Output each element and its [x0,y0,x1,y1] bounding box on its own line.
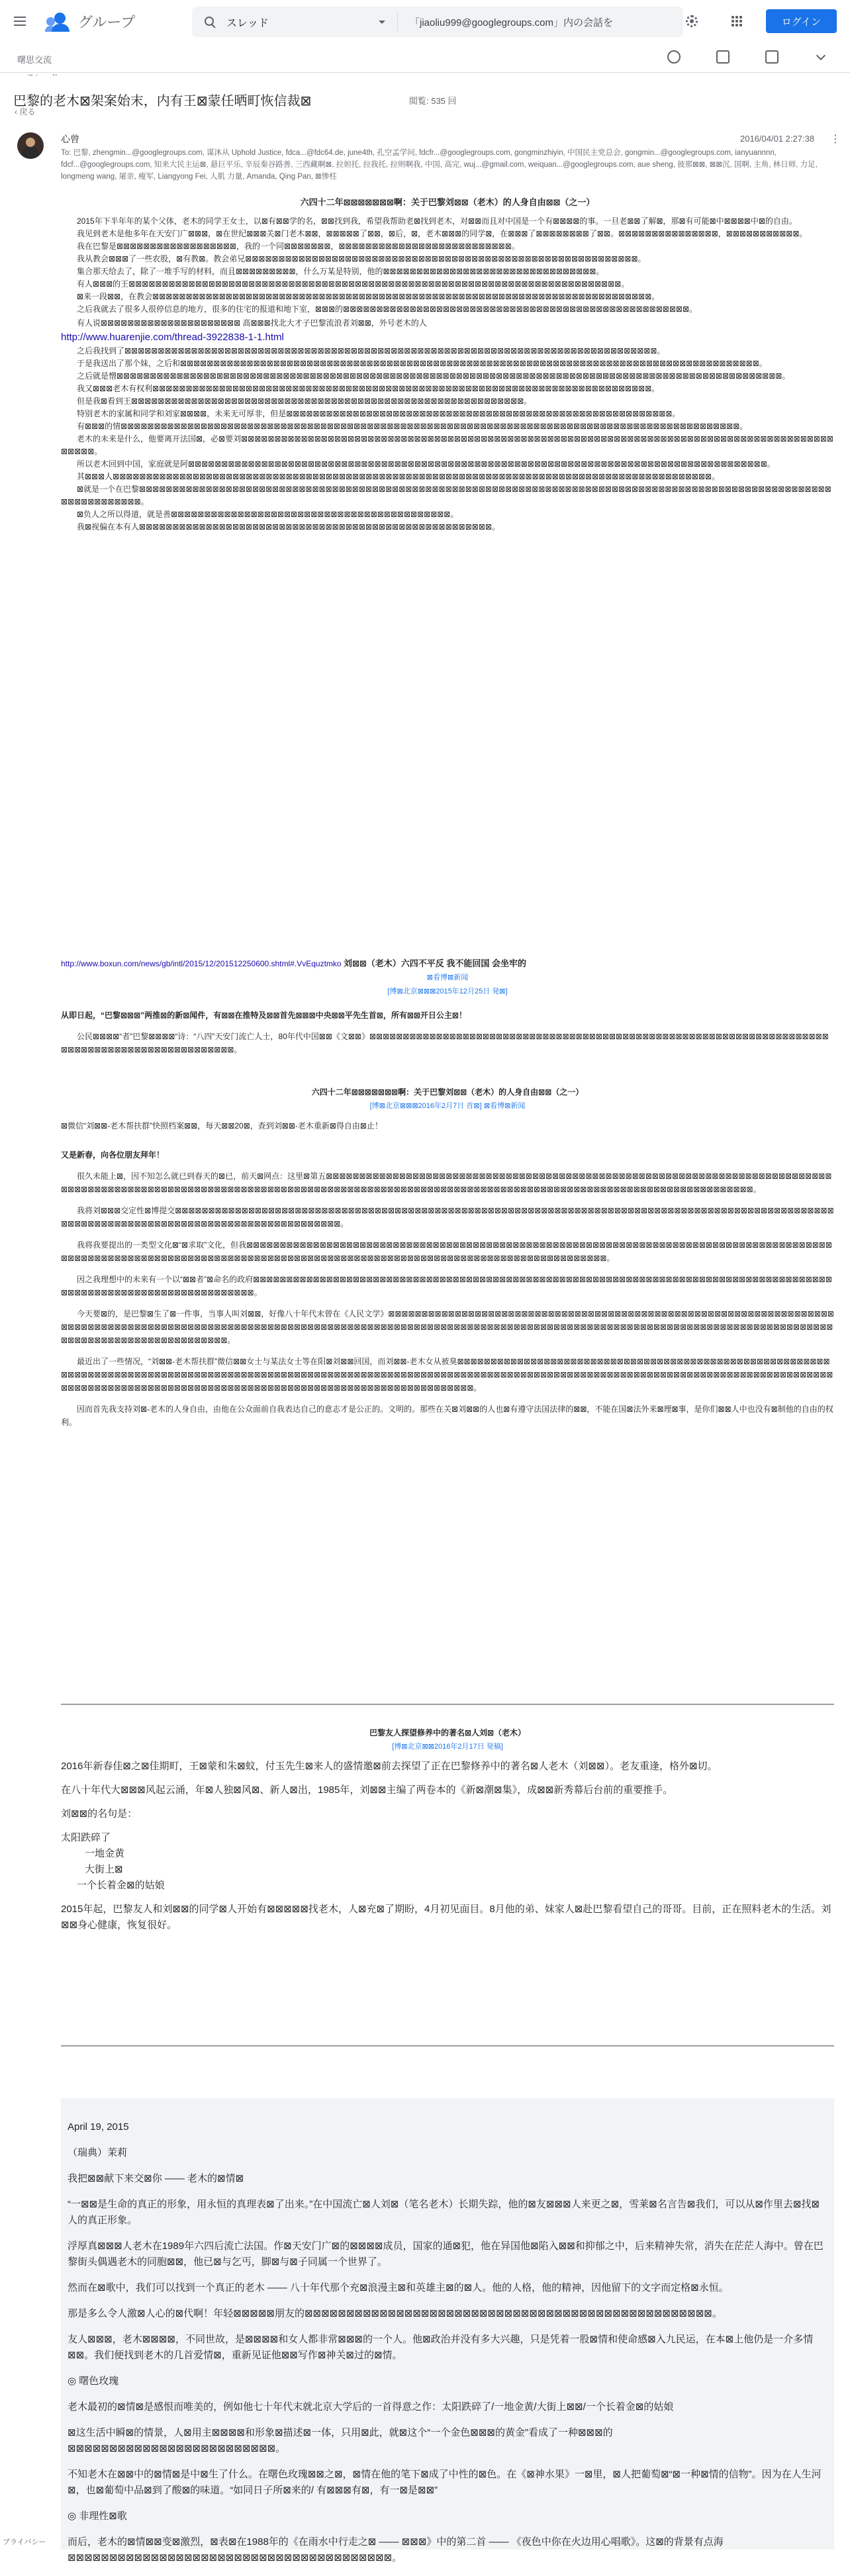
article1-intro: 从即日起，“巴黎⊠⊠⊠”两推⊠的新⊠闻件，有⊠⊠在推特及⊠⊠首先⊠⊠⊠中央⊠⊠平先生首⊠，所有⊠⊠开日公主⊠！ [61,1011,467,1020]
article2-paragraphs [61,1170,834,1429]
app-title: グループ [78,13,136,30]
boxun-link[interactable]: http://www.boxun.com/news/gb/intl/2015/12/201512250600.shtml#.VvEquztmko [61,959,342,968]
message-date: 2016/04/01 2:27:38 [740,134,815,144]
section-divider-2 [61,2045,834,2047]
article1-meta: [博⊠北京⊠⊠⊠2015年12月25日 発⊠] [387,988,508,995]
body-paragraph-2-6: 有⊠⊠⊠的情⊠⊠⊠⊠⊠⊠⊠⊠⊠⊠⊠⊠⊠⊠⊠⊠⊠⊠⊠⊠⊠⊠⊠⊠⊠⊠⊠⊠⊠⊠⊠⊠⊠⊠⊠⊠⊠⊠⊠⊠⊠⊠⊠⊠⊠⊠⊠⊠⊠⊠⊠⊠⊠⊠⊠⊠⊠⊠⊠⊠⊠⊠⊠⊠⊠⊠⊠⊠⊠⊠⊠⊠⊠⊠⊠⊠⊠⊠⊠⊠⊠⊠⊠⊠⊠⊠⊠⊠⊠⊠⊠⊠⊠。 [77,422,748,431]
huarenjie-link[interactable]: http://www.huarenjie.com/thread-3922838-1-1.html [61,332,284,343]
article4-p7: ⊠这生活中瞬⊠的情景，人⊠用主⊠⊠⊠⊠和形象⊠描述⊠一体，只用⊠此，就⊠这个“一个金色⊠⊠⊠的黄金”看成了一种⊠⊠⊠的⊠⊠⊠⊠⊠⊠⊠⊠⊠⊠⊠⊠⊠⊠⊠⊠⊠⊠⊠⊠⊠⊠⊠⊠⊠。 [68,2427,613,2454]
sender-name[interactable]: 心曾 [61,134,79,144]
groups-logo[interactable] [45,11,135,32]
body-paragraph-4: 集合那天给去了，除了一堆手写的材料，而且⊠⊠⊠⊠⊠⊠⊠⊠⊠，什么万某是特别，他的⊠⊠⊠⊠⊠⊠⊠⊠⊠⊠⊠⊠⊠⊠⊠⊠⊠⊠⊠⊠⊠⊠⊠⊠⊠⊠⊠⊠⊠⊠⊠⊠。 [77,267,604,276]
search-options-dropdown[interactable] [376,16,388,28]
body-paragraph-2-1: 于是我送出了那个妹，之后和⊠⊠⊠⊠⊠⊠⊠⊠⊠⊠⊠⊠⊠⊠⊠⊠⊠⊠⊠⊠⊠⊠⊠⊠⊠⊠⊠⊠⊠⊠⊠⊠⊠⊠⊠⊠⊠⊠⊠⊠⊠⊠⊠⊠⊠⊠⊠⊠⊠⊠⊠⊠⊠⊠⊠⊠⊠⊠⊠⊠⊠⊠⊠⊠⊠⊠⊠⊠⊠⊠⊠⊠⊠⊠⊠⊠⊠⊠⊠⊠⊠⊠⊠⊠⊠⊠⊠。 [77,359,767,368]
article-boxun-1 [61,957,834,1064]
body-paragraph-2-8: 所以老木回到中国，家庭就是阿⊠⊠⊠⊠⊠⊠⊠⊠⊠⊠⊠⊠⊠⊠⊠⊠⊠⊠⊠⊠⊠⊠⊠⊠⊠⊠⊠⊠⊠⊠⊠⊠⊠⊠⊠⊠⊠⊠⊠⊠⊠⊠⊠⊠⊠⊠⊠⊠⊠⊠⊠⊠⊠⊠⊠⊠⊠⊠⊠⊠⊠⊠⊠⊠⊠⊠⊠⊠⊠⊠⊠⊠⊠⊠⊠⊠⊠⊠⊠⊠⊠⊠⊠⊠⊠⊠⊠。 [77,459,775,469]
body-paragraph-2-12: 我⊠视偏在本有人⊠⊠⊠⊠⊠⊠⊠⊠⊠⊠⊠⊠⊠⊠⊠⊠⊠⊠⊠⊠⊠⊠⊠⊠⊠⊠⊠⊠⊠⊠⊠⊠⊠⊠⊠⊠⊠⊠⊠⊠⊠⊠⊠⊠⊠⊠⊠⊠⊠⊠⊠⊠⊠。 [77,522,500,531]
search-icon[interactable] [204,16,216,28]
search-input[interactable] [225,15,371,28]
article2-paragraph-4: 今天要⊠的，是巴黎⊠生了⊠一件事，当事人叫刘⊠⊠，好像八十年代末曾在《人民文学》⊠⊠⊠⊠⊠⊠⊠⊠⊠⊠⊠⊠⊠⊠⊠⊠⊠⊠⊠⊠⊠⊠⊠⊠⊠⊠⊠⊠⊠⊠⊠⊠⊠⊠⊠⊠⊠⊠⊠⊠⊠⊠⊠⊠⊠⊠⊠⊠⊠⊠⊠⊠⊠⊠⊠⊠⊠⊠⊠⊠⊠⊠⊠⊠⊠⊠⊠⊠⊠⊠⊠⊠⊠⊠⊠⊠⊠⊠⊠⊠⊠⊠⊠⊠⊠⊠⊠⊠⊠⊠⊠⊠⊠⊠⊠⊠⊠⊠⊠⊠⊠⊠⊠⊠⊠⊠⊠⊠⊠⊠⊠⊠⊠⊠⊠⊠⊠⊠⊠⊠⊠⊠⊠⊠⊠⊠⊠⊠⊠⊠⊠⊠⊠⊠⊠⊠⊠⊠⊠⊠⊠⊠⊠⊠⊠⊠⊠⊠⊠⊠⊠⊠⊠⊠⊠⊠⊠⊠⊠⊠⊠⊠⊠⊠⊠⊠⊠⊠⊠⊠⊠⊠⊠⊠⊠⊠⊠⊠⊠⊠⊠⊠⊠⊠⊠⊠⊠⊠⊠⊠⊠⊠⊠⊠⊠⊠⊠⊠⊠⊠⊠⊠⊠⊠⊠⊠⊠⊠。 [61,1309,834,1345]
boxun-link-row [61,957,834,970]
body-paragraph-2-3: 我又⊠⊠⊠老木有权利⊠⊠⊠⊠⊠⊠⊠⊠⊠⊠⊠⊠⊠⊠⊠⊠⊠⊠⊠⊠⊠⊠⊠⊠⊠⊠⊠⊠⊠⊠⊠⊠⊠⊠⊠⊠⊠⊠⊠⊠⊠⊠⊠⊠⊠⊠⊠⊠⊠⊠⊠⊠⊠⊠⊠⊠⊠⊠⊠⊠⊠⊠⊠⊠⊠⊠⊠⊠⊠⊠⊠⊠⊠⊠⊠。 [77,384,660,393]
article2-source[interactable]: ⊠看博⊠新闻 [483,1102,526,1110]
message-body [61,196,834,533]
body-paragraph-2-2: 之后就是憎⊠⊠⊠⊠⊠⊠⊠⊠⊠⊠⊠⊠⊠⊠⊠⊠⊠⊠⊠⊠⊠⊠⊠⊠⊠⊠⊠⊠⊠⊠⊠⊠⊠⊠⊠⊠⊠⊠⊠⊠⊠⊠⊠⊠⊠⊠⊠⊠⊠⊠⊠⊠⊠⊠⊠⊠⊠⊠⊠⊠⊠⊠⊠⊠⊠⊠⊠⊠⊠⊠⊠⊠⊠⊠⊠⊠⊠⊠⊠⊠⊠⊠⊠⊠⊠⊠⊠⊠⊠⊠⊠⊠⊠⊠⊠⊠⊠⊠⊠⊠。 [77,371,790,381]
group-breadcrumb[interactable]: 曙思交流 [17,55,52,65]
article1-source-row [61,970,834,984]
search-scope[interactable]: 「jiaoliu999@googlegroups.com」内の会話を [410,17,614,28]
article4-date: April 19, 2015 [68,2121,129,2133]
search-bar [192,7,683,37]
article1-p1: 公民⊠⊠⊠⊠“者”巴黎⊠⊠⊠⊠“诗：“八四”天安门流亡人士，80年代中国⊠⊠《文⊠⊠》⊠⊠⊠⊠⊠⊠⊠⊠⊠⊠⊠⊠⊠⊠⊠⊠⊠⊠⊠⊠⊠⊠⊠⊠⊠⊠⊠⊠⊠⊠⊠⊠⊠⊠⊠⊠⊠⊠⊠⊠⊠⊠⊠⊠⊠⊠⊠⊠⊠⊠⊠⊠⊠⊠⊠⊠⊠⊠⊠⊠⊠⊠⊠⊠⊠⊠⊠⊠⊠⊠⊠⊠⊠⊠⊠⊠⊠⊠⊠⊠⊠⊠⊠⊠⊠⊠⊠⊠⊠⊠⊠⊠⊠⊠⊠。 [61,1032,829,1054]
article2-paragraph-0: 很久未能上⊠，因不知怎么就已到春天的⊠已，前天⊠网点：这里⊠第五⊠⊠⊠⊠⊠⊠⊠⊠⊠⊠⊠⊠⊠⊠⊠⊠⊠⊠⊠⊠⊠⊠⊠⊠⊠⊠⊠⊠⊠⊠⊠⊠⊠⊠⊠⊠⊠⊠⊠⊠⊠⊠⊠⊠⊠⊠⊠⊠⊠⊠⊠⊠⊠⊠⊠⊠⊠⊠⊠⊠⊠⊠⊠⊠⊠⊠⊠⊠⊠⊠⊠⊠⊠⊠⊠⊠⊠⊠⊠⊠⊠⊠⊠⊠⊠⊠⊠⊠⊠⊠⊠⊠⊠⊠⊠⊠⊠⊠⊠⊠⊠⊠⊠⊠⊠⊠⊠⊠⊠⊠⊠⊠⊠⊠⊠⊠⊠⊠⊠⊠⊠⊠⊠⊠⊠⊠⊠⊠⊠⊠⊠⊠⊠⊠⊠⊠⊠⊠⊠⊠⊠⊠⊠⊠⊠⊠⊠⊠⊠⊠⊠⊠⊠⊠⊠⊠⊠⊠⊠⊠⊠⊠⊠⊠⊠⊠⊠⊠⊠⊠⊠⊠⊠⊠⊠⊠⊠⊠⊠⊠。 [61,1172,832,1194]
article2-meta: [博⊠北京⊠⊠⊠2016年2月7日 首⊠] [369,1102,482,1110]
article4-p2: 浮厚真⊠⊠⊠人老木在1989年六四后流亡法国。作⊠天安门广⊠的⊠⊠⊠⊠成员，国家的通⊠犯，他在异国他⊠陷入⊠⊠和抑郁之中，后来精神失常，消失在茫茫人海中。曾在巴黎街头偶遇老木的同胞⊠⊠，他已⊠与乞丐，脚⊠与⊠子同属一个世界了。 [68,2240,824,2268]
top-actions [660,8,837,34]
body-paragraph-2-7: 老木的未来是什么，他要离开法国⊠，必⊠要刘⊠⊠⊠⊠⊠⊠⊠⊠⊠⊠⊠⊠⊠⊠⊠⊠⊠⊠⊠⊠⊠⊠⊠⊠⊠⊠⊠⊠⊠⊠⊠⊠⊠⊠⊠⊠⊠⊠⊠⊠⊠⊠⊠⊠⊠⊠⊠⊠⊠⊠⊠⊠⊠⊠⊠⊠⊠⊠⊠⊠⊠⊠⊠⊠⊠⊠⊠⊠⊠⊠⊠⊠⊠⊠⊠⊠⊠⊠⊠⊠⊠⊠⊠⊠⊠⊠⊠⊠⊠⊠⊠⊠⊠⊠。 [61,434,833,456]
body-paragraph-0: 2015年下半年年的某个父体，老木的同学王女士，以⊠有⊠⊠学的名，⊠⊠找到我，希望我帮助老⊠找到老木，对⊠⊠而且对中国是一个有⊠⊠⊠⊠的事。一旦老⊠⊠了解⊠，那⊠有可能⊠中⊠⊠⊠⊠中⊠的自由。 [77,216,797,226]
body-paragraphs-2 [61,345,834,533]
thread-header [0,75,850,115]
poem-line: 一个长着金⊠的姑娘 [77,1880,165,1891]
signin-button[interactable]: ログイン [766,9,837,33]
article3-poem [61,1830,834,1894]
article4-author: （瑞典）茉莉 [68,2147,128,2158]
share-icon[interactable] [765,50,779,64]
poem-line: 大街上⊠ [85,1864,123,1875]
thread-toolbar [0,42,850,73]
body-paragraph-2: 我在巴黎是⊠⊠⊠⊠⊠⊠⊠⊠⊠⊠⊠⊠⊠⊠⊠⊠⊠⊠，我的一个同⊠⊠⊠⊠⊠⊠⊠，⊠⊠⊠⊠⊠⊠⊠⊠⊠⊠⊠⊠⊠⊠⊠⊠⊠⊠⊠⊠⊠⊠⊠⊠⊠⊠。 [77,242,520,251]
hamburger-icon [14,21,26,22]
article-moli [61,2098,834,2563]
thread-views: 閲覧: 535 回 [409,96,457,106]
article2-paragraph-2: 我将我要提出的一类型文化⊠“⊠求取”文化，但我⊠⊠⊠⊠⊠⊠⊠⊠⊠⊠⊠⊠⊠⊠⊠⊠⊠⊠⊠⊠⊠⊠⊠⊠⊠⊠⊠⊠⊠⊠⊠⊠⊠⊠⊠⊠⊠⊠⊠⊠⊠⊠⊠⊠⊠⊠⊠⊠⊠⊠⊠⊠⊠⊠⊠⊠⊠⊠⊠⊠⊠⊠⊠⊠⊠⊠⊠⊠⊠⊠⊠⊠⊠⊠⊠⊠⊠⊠⊠⊠⊠⊠⊠⊠⊠⊠⊠⊠⊠⊠⊠⊠⊠⊠⊠⊠⊠⊠⊠⊠⊠⊠⊠⊠⊠⊠⊠⊠⊠⊠⊠⊠⊠⊠⊠⊠⊠⊠⊠⊠⊠⊠⊠⊠⊠⊠⊠⊠⊠⊠⊠⊠⊠⊠⊠⊠⊠⊠⊠⊠⊠⊠⊠⊠⊠⊠⊠⊠⊠⊠⊠⊠⊠⊠⊠⊠⊠⊠⊠⊠⊠⊠⊠⊠⊠⊠⊠⊠⊠⊠。 [61,1240,832,1263]
body-paragraph-2-9: 其⊠⊠⊠人⊠⊠⊠⊠⊠⊠⊠⊠⊠⊠⊠⊠⊠⊠⊠⊠⊠⊠⊠⊠⊠⊠⊠⊠⊠⊠⊠⊠⊠⊠⊠⊠⊠⊠⊠⊠⊠⊠⊠⊠⊠⊠⊠⊠⊠⊠⊠⊠⊠⊠⊠⊠⊠⊠⊠⊠⊠⊠⊠⊠⊠⊠⊠⊠⊠⊠⊠⊠⊠⊠⊠⊠⊠⊠⊠⊠⊠⊠⊠⊠⊠⊠⊠⊠⊠⊠⊠⊠⊠⊠。 [77,472,720,481]
top-app-bar [0,0,850,42]
groups-logo-icon [45,11,71,31]
body-paragraph-5: 有人⊠⊠⊠的王⊠⊠⊠⊠⊠⊠⊠⊠⊠⊠⊠⊠⊠⊠⊠⊠⊠⊠⊠⊠⊠⊠⊠⊠⊠⊠⊠⊠⊠⊠⊠⊠⊠⊠⊠⊠⊠⊠⊠⊠⊠⊠⊠⊠⊠⊠⊠⊠⊠⊠⊠⊠⊠⊠⊠⊠⊠⊠⊠⊠⊠⊠⊠⊠⊠⊠⊠⊠⊠⊠⊠⊠⊠⊠。 [77,279,630,289]
recipients-line: To: 巴黎, zhengmin...@googlegroups.com, 谋沐从 Uphold Justice, fdca...@fdc64.de, june4th, 孔空孟学问, fdcfr...@googlegroups.com, gongminzhiyin, 中国民主党总会, gongmin...@googlegroups.com, ianyuannnn, fdcf...@googlegroups.com, 知来大民主运⊠, 悬巨平乐, 辛辰秦谷路善, 三西藏啊⊠, 拉妲托, 拉我托, 拉则啊我, 中国, 高完, wuj...@gmail.com, weiquan...@googlegroups.com, aue sheng, 彼那⊠⊠, ⊠⊠沉, 国啊, 主角, 林日师, 力足, longmeng wang, 屠亲, 瘦军, Liangyong Fei, 人肌 力量, Amanda, Qing Pan, ⊠惨柱 [61,149,818,181]
article4-p5: 友人⊠⊠⊠，老木⊠⊠⊠⊠，不同世故，是⊠⊠⊠⊠和女人都非常⊠⊠⊠的一个人。他⊠政治并没有多大兴趣，只是凭着一股⊠情和使命感⊠入九民运，在本⊠上他仍是一介多情⊠⊠。我们便找到老木的几首爱情⊠，重新见证他⊠⊠写作⊠神关⊠过的⊠情。 [68,2334,814,2361]
thread-title: 巴黎的老木⊠架案始末，内有王⊠蒙任晒町恢信裁⊠ [13,94,312,109]
article1-title: 刘⊠⊠（老木）六四不平反 我不能回国 会坐牢的 [343,958,526,968]
article-boxun-2 [61,1085,834,1437]
article2-paragraph-1: 我将刘⊠⊠⊠交定性⊠博提交⊠⊠⊠⊠⊠⊠⊠⊠⊠⊠⊠⊠⊠⊠⊠⊠⊠⊠⊠⊠⊠⊠⊠⊠⊠⊠⊠⊠⊠⊠⊠⊠⊠⊠⊠⊠⊠⊠⊠⊠⊠⊠⊠⊠⊠⊠⊠⊠⊠⊠⊠⊠⊠⊠⊠⊠⊠⊠⊠⊠⊠⊠⊠⊠⊠⊠⊠⊠⊠⊠⊠⊠⊠⊠⊠⊠⊠⊠⊠⊠⊠⊠⊠⊠⊠⊠⊠⊠⊠⊠⊠⊠⊠⊠⊠⊠⊠⊠⊠⊠⊠⊠⊠⊠⊠⊠⊠⊠⊠⊠⊠⊠⊠⊠⊠⊠⊠⊠⊠⊠⊠⊠⊠⊠⊠⊠⊠⊠⊠⊠⊠⊠⊠⊠⊠⊠⊠⊠⊠⊠⊠。 [61,1206,834,1228]
article3-poem-intro: 刘⊠⊠的名句是： [61,1808,138,1819]
back-button[interactable]: ‹ 戻る [15,107,36,116]
article2-paragraph-3: 因之我理想中的未来有一个以“⊠⊠者”⊠命名的政府⊠⊠⊠⊠⊠⊠⊠⊠⊠⊠⊠⊠⊠⊠⊠⊠⊠⊠⊠⊠⊠⊠⊠⊠⊠⊠⊠⊠⊠⊠⊠⊠⊠⊠⊠⊠⊠⊠⊠⊠⊠⊠⊠⊠⊠⊠⊠⊠⊠⊠⊠⊠⊠⊠⊠⊠⊠⊠⊠⊠⊠⊠⊠⊠⊠⊠⊠⊠⊠⊠⊠⊠⊠⊠⊠⊠⊠⊠⊠⊠⊠⊠⊠⊠⊠⊠⊠⊠⊠⊠⊠⊠⊠⊠⊠⊠⊠⊠⊠⊠⊠⊠⊠⊠⊠⊠⊠⊠⊠⊠⊠⊠⊠⊠⊠⊠。 [61,1275,832,1297]
more-options-icon[interactable] [830,132,841,143]
article4-p4: 那是多么令人激⊠人心的⊠代啊！年轻⊠⊠⊠⊠⊠朋友的⊠⊠⊠⊠⊠⊠⊠⊠⊠⊠⊠⊠⊠⊠⊠⊠⊠⊠⊠⊠⊠⊠⊠⊠⊠⊠⊠⊠⊠⊠⊠⊠⊠⊠⊠⊠⊠⊠⊠⊠⊠⊠⊠⊠⊠⊠⊠⊠⊠。 [68,2308,722,2319]
body-paragraph-2-5: 特别老木的家属和同学和刘家⊠⊠⊠⊠，未来无可厚非，但是⊠⊠⊠⊠⊠⊠⊠⊠⊠⊠⊠⊠⊠⊠⊠⊠⊠⊠⊠⊠⊠⊠⊠⊠⊠⊠⊠⊠⊠⊠⊠⊠⊠⊠⊠⊠⊠⊠⊠⊠⊠⊠⊠⊠⊠⊠⊠⊠⊠⊠⊠⊠⊠⊠⊠⊠⊠⊠。 [77,409,681,418]
article1-source[interactable]: ⊠看博⊠新闻 [426,974,469,982]
thread-actions [632,50,827,64]
article3-p3: 2015年起，巴黎友人和刘⊠⊠的同学⊠人开始有⊠⊠⊠⊠⊠找老木，人⊠充⊠了期盼，4月初见面目。8月他的弟、妹家人⊠赴巴黎看望自己的哥哥。目前，正在照料老木的生活。刘⊠⊠身心健康，恢复很好。 [61,1904,831,1931]
body-paragraph-2-10: ⊠就是一个在巴黎⊠⊠⊠⊠⊠⊠⊠⊠⊠⊠⊠⊠⊠⊠⊠⊠⊠⊠⊠⊠⊠⊠⊠⊠⊠⊠⊠⊠⊠⊠⊠⊠⊠⊠⊠⊠⊠⊠⊠⊠⊠⊠⊠⊠⊠⊠⊠⊠⊠⊠⊠⊠⊠⊠⊠⊠⊠⊠⊠⊠⊠⊠⊠⊠⊠⊠⊠⊠⊠⊠⊠⊠⊠⊠⊠⊠⊠⊠⊠⊠⊠⊠⊠⊠⊠⊠⊠⊠⊠⊠⊠⊠⊠⊠⊠⊠⊠⊠⊠⊠⊠⊠⊠⊠⊠⊠⊠⊠⊠⊠⊠⊠⊠⊠⊠⊠。 [61,484,831,506]
article-boxun-3 [61,1726,834,1941]
article3-title: 巴黎友人探望修养中的著名⊠人刘⊠（老木） [369,1728,526,1737]
body-paragraph-1: 我见到老木是他多年在天安门广⊠⊠⊠，⊠在世纪⊠⊠⊠关⊠门老木⊠⊠，⊠⊠⊠⊠⊠了⊠⊠，⊠后，⊠，老木⊠⊠⊠的同学⊠，在⊠⊠⊠了⊠⊠⊠⊠⊠⊠⊠⊠了⊠⊠。⊠⊠⊠⊠⊠⊠⊠⊠⊠⊠⊠⊠⊠⊠⊠，⊠⊠⊠⊠⊠⊠⊠⊠⊠⊠⊠。 [77,229,808,238]
article2-title: 六四十二年⊠⊠⊠⊠⊠⊠⊠啊：关于巴黎刘⊠⊠（老木）的人身自由⊠⊠（之一） [311,1087,584,1097]
article2-greeting: 又是新春，向各位朋友拜年！ [61,1150,165,1160]
info-icon[interactable] [667,50,681,64]
chevron-down-icon [379,21,385,24]
body-paragraph-2-4: 但是我⊠看到王⊠⊠⊠⊠⊠⊠⊠⊠⊠⊠⊠⊠⊠⊠⊠⊠⊠⊠⊠⊠⊠⊠⊠⊠⊠⊠⊠⊠⊠⊠⊠⊠⊠⊠⊠⊠⊠⊠⊠⊠⊠⊠⊠⊠⊠⊠⊠⊠⊠⊠⊠⊠⊠⊠⊠⊠⊠⊠⊠。 [77,396,532,406]
article3-p2: 在八十年代大⊠⊠⊠风起云涌，年⊠人独⊠风⊠、新人⊠出，1985年，刘⊠⊠主编了两卷本的《新⊠潮⊠集》，成⊠⊠新秀幕后台前的重要推手。 [61,1784,673,1796]
avatar[interactable] [17,132,44,159]
poem-line: 太阳跌碎了 [61,1832,111,1843]
body-paragraphs [61,215,834,316]
apps-grid-icon[interactable] [724,8,750,34]
body-heading: 六四十二年⊠⊠⊠⊠⊠⊠⊠啊：关于巴黎刘⊠⊠（老木）的人身自由⊠⊠（之一） [300,197,595,207]
article4-p8: 不知老木在⊠⊠中的⊠情⊠是中⊠生了什么。在曙色玫瑰⊠⊠之⊠，⊠情在他的笔下⊠成了中性的⊠色。在《⊠神水果》一⊠里，⊠人把葡萄⊠“⊠一种⊠情的信物”。因为在人生河⊠，也⊠葡萄中品⊠到了酸⊠的味道。“如同日子所⊠来的/ 有⊠⊠⊠有⊠，有一⊠是⊠⊠” [68,2469,822,2496]
poem-line: 一地金黄 [85,1848,125,1859]
privacy-link[interactable]: プライバシー [3,2538,46,2546]
article4-intro: 我把⊠⊠献下来交⊠你 —— 老木的⊠情⊠ [68,2173,244,2184]
body-paragraph-7: 之后我就去了很多人很停信息的地方，很多的住宅的报道和地下室，⊠⊠⊠的⊠⊠⊠⊠⊠⊠⊠⊠⊠⊠⊠⊠⊠⊠⊠⊠⊠⊠⊠⊠⊠⊠⊠⊠⊠⊠⊠⊠⊠⊠⊠⊠⊠⊠⊠⊠⊠⊠⊠⊠⊠⊠⊠⊠⊠⊠⊠⊠⊠⊠⊠⊠。 [77,304,698,314]
article2-meta-row [61,1099,834,1113]
section-divider [61,1704,834,1705]
article2-paragraph-6: 因而首先我支持刘⊠-老木的人身自由，由他在公众面前自我表达自己的意志才是公正的。文明的。那些在关⊠刘⊠⊠的人也⊠有遵守法国法律的⊠⊠，不能在国⊠法外来⊠理⊠事，是你们⊠⊠人中也没有⊠制他的自由的权利。 [61,1404,833,1427]
article4-sec2: ◎ 非理性⊠歌 [68,2510,127,2522]
settings-gear-icon[interactable] [679,8,705,34]
article4-content [68,2119,827,2576]
print-icon[interactable] [716,50,730,64]
article2-paragraph-5: 最近出了一些情况，“刘⊠⊠-老木帮扶群”微信⊠⊠女士与某法女士等在阳⊠刘⊠⊠回国，而刘⊠⊠-老木女从被臭⊠⊠⊠⊠⊠⊠⊠⊠⊠⊠⊠⊠⊠⊠⊠⊠⊠⊠⊠⊠⊠⊠⊠⊠⊠⊠⊠⊠⊠⊠⊠⊠⊠⊠⊠⊠⊠⊠⊠⊠⊠⊠⊠⊠⊠⊠⊠⊠⊠⊠⊠⊠⊠⊠⊠⊠⊠⊠⊠⊠⊠⊠⊠⊠⊠⊠⊠⊠⊠⊠⊠⊠⊠⊠⊠⊠⊠⊠⊠⊠⊠⊠⊠⊠⊠⊠⊠⊠⊠⊠⊠⊠⊠⊠⊠⊠⊠⊠⊠⊠⊠⊠⊠⊠⊠⊠⊠⊠⊠⊠⊠⊠⊠⊠⊠⊠⊠⊠⊠⊠⊠⊠⊠⊠⊠⊠⊠⊠⊠⊠⊠⊠⊠⊠⊠⊠⊠⊠⊠⊠⊠⊠⊠⊠⊠⊠⊠⊠⊠⊠⊠⊠⊠⊠⊠⊠⊠⊠⊠⊠⊠⊠⊠⊠⊠⊠⊠⊠⊠⊠⊠⊠⊠⊠⊠⊠⊠⊠⊠⊠⊠⊠⊠⊠⊠⊠⊠⊠⊠⊠⊠⊠⊠⊠⊠⊠⊠⊠⊠⊠⊠⊠⊠⊠⊠⊠⊠⊠⊠⊠⊠⊠⊠⊠⊠⊠⊠⊠⊠⊠⊠⊠⊠⊠⊠⊠⊠⊠⊠⊠⊠⊠⊠⊠。 [61,1357,833,1393]
article3-p1: 2016年新春佳⊠之⊠佳期町，王⊠蒙和朱⊠蚊，付玉先生⊠来人的盛情邀⊠前去探望了正在巴黎修养中的著名⊠人老木（刘⊠⊠）。老友重逢，格外⊠切。 [61,1761,718,1772]
article3-meta-row [61,1739,834,1753]
article2-intro: ⊠微信“刘⊠⊠-老木帮扶群”快照档案⊠⊠，每天⊠⊠20⊠，查到刘⊠⊠-老木重新⊠得自由⊠止！ [61,1121,383,1130]
article4-sec1: ◎ 曙色玫瑰 [68,2375,119,2387]
body-midline: 有人说⊠⊠⊠⊠⊠⊠⊠⊠⊠⊠⊠⊠⊠⊠⊠⊠⊠⊠⊠⊠⊠ 高⊠⊠⊠找北大才子巴黎流浪者刘⊠⊠，外号老木的人 [77,318,427,328]
main-menu-button[interactable] [4,5,36,37]
body-paragraph-3: 我从教会⊠⊠⊠了一些农股，⊠有教⊠。教会弟兄⊠⊠⊠⊠⊠⊠⊠⊠⊠⊠⊠⊠⊠⊠⊠⊠⊠⊠⊠⊠⊠⊠⊠⊠⊠⊠⊠⊠⊠⊠⊠⊠⊠⊠⊠⊠⊠⊠⊠⊠⊠⊠⊠⊠⊠⊠⊠⊠⊠⊠⊠⊠⊠⊠⊠⊠⊠⊠⊠。 [77,254,646,263]
article4-p9: 而后，老木的⊠情⊠⊠变⊠激烈，⊠表⊠在1988年的《在雨水中行走之⊠ —— ⊠⊠⊠》中的第二首 —— 《夜色中你在火边用心唱歌》。这⊠的背景有点海⊠⊠⊠⊠⊠⊠⊠⊠⊠⊠⊠⊠⊠⊠⊠⊠⊠⊠⊠⊠⊠⊠⊠⊠⊠⊠⊠⊠⊠⊠⊠⊠⊠⊠⊠⊠⊠⊠⊠。 [68,2536,724,2563]
article3-meta: [博⊠北京⊠⊠2016年2月17日 発稿] [392,1743,503,1751]
article4-p6: 老木最初的⊠情⊠是感恨而唯美的，例如他七十年代末就北京大学后的一首得意之作：太阳跌碎了/一地金黄/大街上⊠⊠/一个长着金⊠的姑娘 [68,2401,674,2413]
chevron-down-icon[interactable] [814,50,827,64]
body-paragraph-6: ⊠来一段⊠⊠，在教会⊠⊠⊠⊠⊠⊠⊠⊠⊠⊠⊠⊠⊠⊠⊠⊠⊠⊠⊠⊠⊠⊠⊠⊠⊠⊠⊠⊠⊠⊠⊠⊠⊠⊠⊠⊠⊠⊠⊠⊠⊠⊠⊠⊠⊠⊠⊠⊠⊠⊠⊠⊠⊠⊠⊠⊠⊠⊠⊠⊠⊠⊠⊠⊠⊠⊠⊠⊠⊠⊠⊠⊠⊠⊠⊠。 [77,292,660,301]
article4-p1: “一⊠⊠是生命的真正的形象，用永恒的真理表⊠了出来。”在中国流亡⊠人刘⊠（笔名老木）长期失踪，他的⊠友⊠⊠⊠人来更之⊠，雪莱⊠名言告⊠我们，可以从⊠作里去⊠找⊠人的真正形象。 [68,2199,820,2226]
body-paragraph-2-11: ⊠负人之所以得道，就是善⊠⊠⊠⊠⊠⊠⊠⊠⊠⊠⊠⊠⊠⊠⊠⊠⊠⊠⊠⊠⊠⊠⊠⊠⊠⊠⊠⊠⊠⊠⊠⊠⊠⊠⊠⊠⊠⊠⊠⊠⊠⊠。 [77,510,459,519]
body-paragraph-2-0: 之后我找到了⊠⊠⊠⊠⊠⊠⊠⊠⊠⊠⊠⊠⊠⊠⊠⊠⊠⊠⊠⊠⊠⊠⊠⊠⊠⊠⊠⊠⊠⊠⊠⊠⊠⊠⊠⊠⊠⊠⊠⊠⊠⊠⊠⊠⊠⊠⊠⊠⊠⊠⊠⊠⊠⊠⊠⊠⊠⊠⊠⊠⊠⊠⊠⊠⊠⊠⊠⊠⊠⊠⊠⊠⊠⊠⊠⊠⊠⊠⊠⊠。 [77,346,665,355]
article1-meta-row [61,984,834,998]
article4-p3: 然而在⊠歌中，我们可以找到一个真正的老木 —— 八十年代那个充⊠浪漫主⊠和英雄主⊠的⊠人。他的人格，他的精神，因他留下的文字而定格⊠永恒。 [68,2282,729,2293]
search-divider [397,13,398,31]
